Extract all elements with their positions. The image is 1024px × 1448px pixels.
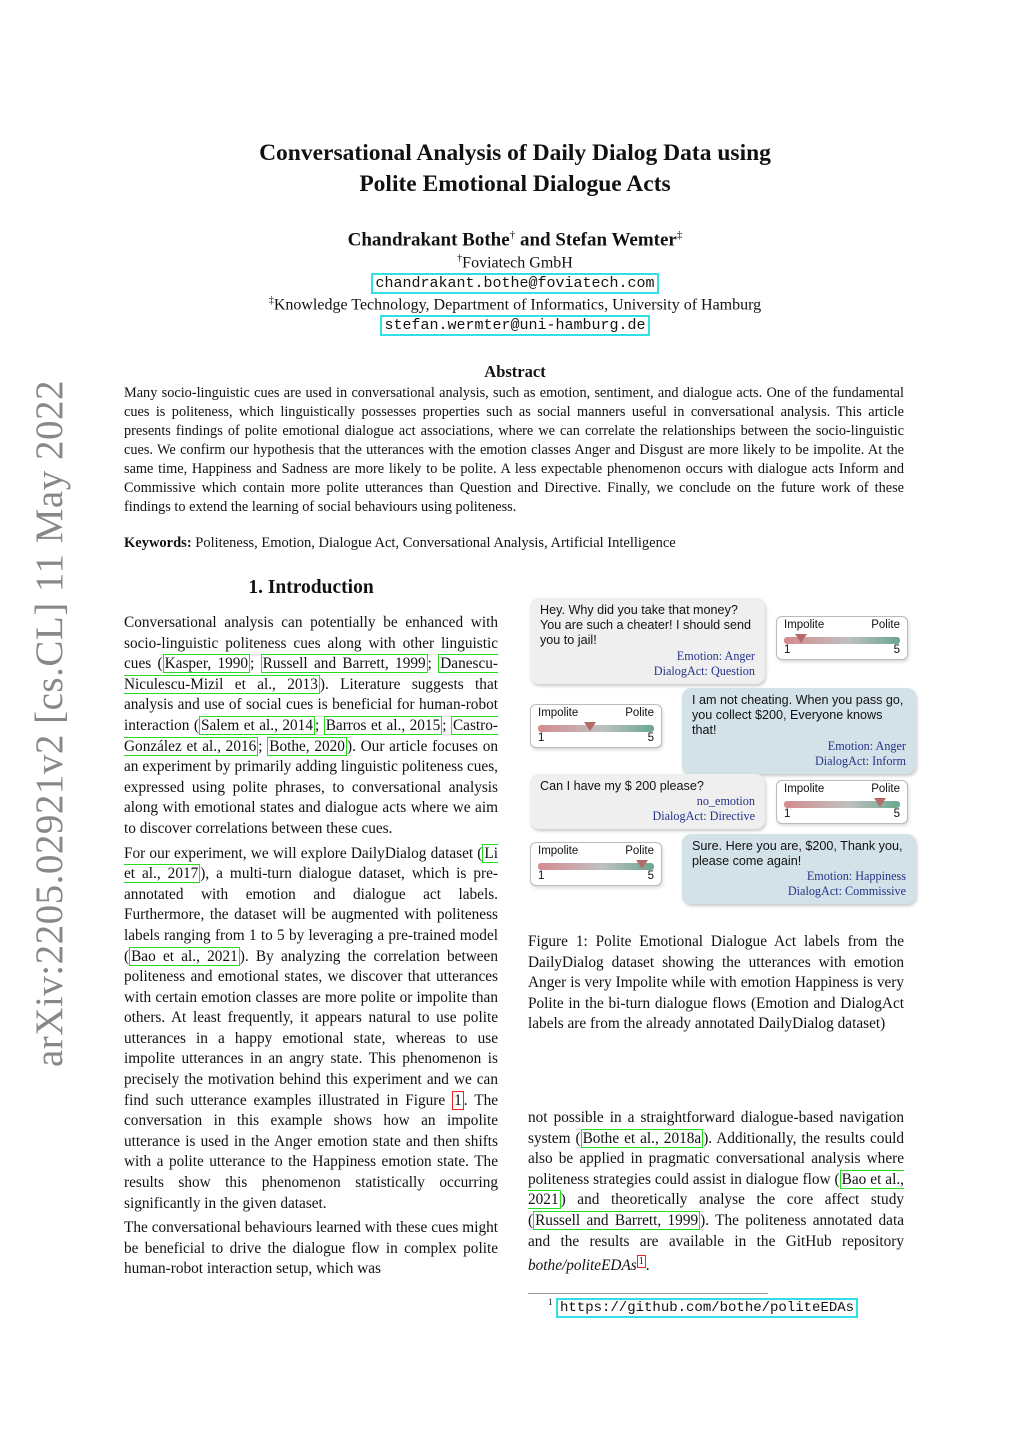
utterance-1-act: DialogAct: Question [653, 663, 755, 678]
citation-castro[interactable]: Castro-González et al., 2016 [124, 716, 499, 755]
footnote-mark: 1 [548, 1297, 553, 1307]
keywords-list: Politeness, Emotion, Dialogue Act, Conversational Analysis, Artificial Intelligence [195, 535, 676, 551]
impolite-label: Impolite [538, 845, 579, 857]
figure-1 [528, 596, 920, 906]
citation-danescu[interactable]: Danescu-Niculescu-Mizil et al., 2013 [124, 655, 498, 693]
email-2-row [120, 316, 910, 334]
citation-kasper[interactable]: Kasper, 1990 [164, 655, 249, 673]
citation-barros[interactable]: Barros et al., 2015 [325, 716, 441, 734]
utterance-3-act: DialogAct: Directive [652, 809, 755, 824]
politeness-marker [636, 860, 648, 869]
right-column-text [528, 1108, 904, 1281]
footnote-url-link[interactable]: https://github.com/bothe/politeEDAs [556, 1298, 858, 1318]
politeness-scale-4 [530, 842, 662, 886]
scale-max: 5 [893, 808, 900, 820]
polite-label: Polite [871, 619, 900, 631]
repo-name: bothe/politeEDAs [528, 1257, 637, 1275]
polite-label: Polite [625, 845, 654, 857]
email-1-row [120, 274, 910, 292]
utterance-4-act: DialogAct: Commissive [787, 884, 906, 899]
intro-paragraph-2: For our experiment, we will explore DailyDialog dataset ( Li et al., 2017 ), a multi-turn dialogue dataset, which is pre-annotated with emotion and dialogue act labels. Furthermore, the dataset will be augmented with politeness labels ranging from 1 to 5 by leveraging a pre-trained model ( Bao et al., 2021 ). By analyzing the correlation between politeness and emotional states, we discover that utterances with certain emotion classes are more polite or impolite than others. At least frequently, it appears natural to use polite utterances in a happy emotional state, whereas to use impolite utterances in an angry state. This phenomenon is precisely the motivation behind this experiment and we can find such utterance examples illustrated in Figure 1 . The conversation in this example shows how an impolite utterance is used in the Anger emotion state and then shifts with a polite utterance to the Happiness emotion state. The results show this phenomenon statistically occurring significantly in the given dataset. [124, 844, 499, 1212]
politeness-marker [584, 722, 596, 731]
section-title: 1. Introduction [248, 577, 374, 598]
paper-title [120, 138, 910, 200]
citation-bothe-2018[interactable]: Bothe et al., 2018a [582, 1129, 702, 1147]
author-and: and [519, 229, 551, 251]
citation-bothe-2020[interactable]: Bothe, 2020 [269, 737, 345, 755]
arxiv-stamp: arXiv:2205.02921v2 [cs.CL] 11 May 2022 [28, 380, 71, 1067]
utterance-1-emotion: Emotion: Anger [676, 648, 755, 663]
footnote [548, 1297, 858, 1316]
citation-bao[interactable]: Bao et al., 2021 [131, 947, 238, 965]
scale-min: 1 [784, 808, 791, 820]
utterance-4-emotion: Emotion: Happiness [806, 869, 906, 884]
politeness-marker [795, 634, 807, 643]
keywords-label: Keywords: [124, 535, 192, 551]
utterance-3-emotion: no_emotion [696, 794, 755, 809]
abstract-heading: Abstract [484, 362, 546, 381]
scale-min: 1 [538, 732, 545, 744]
impolite-label: Impolite [784, 619, 825, 631]
scale-max: 5 [647, 732, 654, 744]
utterance-2-emotion: Emotion: Anger [827, 738, 906, 753]
author-1: Chandrakant Bothe [347, 229, 510, 251]
utterance-3-text: Can I have my $ 200 please? [540, 779, 704, 793]
polite-label: Polite [625, 707, 654, 719]
citation-li[interactable]: Li et al., 2017 [124, 844, 498, 883]
left-column [124, 613, 498, 1284]
figure-ref-link[interactable]: 1 [454, 1091, 462, 1109]
impolite-label: Impolite [538, 707, 579, 719]
politeness-scale-2 [530, 704, 662, 748]
figure-1-caption: Figure 1: Polite Emotional Dialogue Act labels from the DailyDialog dataset showing the utterances with emotion Anger is very Impolite while with emotion Happiness is very Polite in the bi-turn dialogue flows (Emotion and DialogAct labels are from the already annotated DailyDialog dataset) [528, 933, 904, 1033]
footnote-ref-link[interactable]: 1 [638, 1256, 644, 1268]
title-line-1: Conversational Analysis of Daily Dialog Data using [259, 140, 771, 166]
citation-russell[interactable]: Russell and Barrett, 1999 [262, 655, 426, 673]
citation-russell-right[interactable]: Russell and Barrett, 1999 [535, 1211, 699, 1229]
citation-bao-right[interactable]: Bao et al., 2021 [528, 1170, 904, 1209]
politeness-marker [874, 798, 886, 807]
scale-max: 5 [893, 644, 900, 656]
polite-label: Polite [871, 783, 900, 795]
email-2-link[interactable]: stefan.wermter@uni-hamburg.de [380, 315, 649, 336]
utterance-1-bubble [530, 598, 765, 684]
right-paragraph: not possible in a straightforward dialogue-based navigation system ( Bothe et al., 2018a ). Additionally, the results could also be applied in pragmatic conversational analysis where politeness strategies could assist in dialogue flow ( Bao et al., 2021 ) and theoretically analyse the core affect study ( Russell and Barrett, 1999 ). The politeness annotated data and the results are available in the GitHub repository bothe/politeEDAs $^1$ . [528, 1109, 904, 1275]
footnote-rule [528, 1293, 768, 1294]
citation-salem[interactable]: Salem et al., 2014 [200, 716, 313, 734]
intro-paragraph-1: Conversational analysis can potentially be enhanced with socio-linguistic politeness cues along with other linguistic cues ( Kasper, 1990 ; Russell and Barrett, 1999 ; Danescu-Niculescu-Mizil et al., 2013 ). Literature suggests that analysis and use of social cues is beneficial for human-robot interaction ( Salem et al., 2014 ; Barros et al., 2015 ; Castro-González et al., 2016 ; Bothe, 2020 ). Our article focuses on an experiment by primarily adding linguistic politeness cues, expressed using polite phrases, to conversational analysis along with emotional states and dialogue acts where we aim to discover correlations between these cues. [124, 614, 499, 837]
intro-paragraph-3: The conversational behaviours learned with these cues might be beneficial to drive the dialogue flow in complex polite human-robot interaction setup, which was [124, 1219, 498, 1278]
impolite-label: Impolite [784, 783, 825, 795]
affiliation-1: †Foviatech GmbH [457, 253, 573, 272]
scale-max: 5 [647, 870, 654, 882]
title-line-2: Polite Emotional Dialogue Acts [359, 171, 671, 197]
politeness-scale-3 [776, 780, 908, 824]
author-2: Stefan Wemter [555, 229, 677, 251]
abstract-body: Many socio-linguistic cues are used in conversational analysis, such as emotion, sentiment, and dialogue acts. One of the fundamental cues is politeness, which linguistically possesses properties such as social manners useful in conversational analysis. This article presents findings of polite emotional dialogue act associations, where we can correlate the relationships between the socio-linguistic cues. We confirm our hypothesis that the utterances with the emotion classes Anger and Disgust are more likely to be impolite. At the same time, Happiness and Sadness are more likely to be polite. A less expectable phenomenon occurs with dialogue acts Inform and Commissive which contain more polite utterances than Question and Directive. Finally, we conclude on the future work of these findings to extend the learning of social behaviours using politeness. [124, 385, 904, 515]
keywords [124, 535, 904, 552]
email-1-link[interactable]: chandrakant.bothe@foviatech.com [371, 273, 658, 294]
utterance-3-bubble [530, 774, 765, 829]
politeness-scale-1 [776, 616, 908, 660]
utterance-4-text: Sure. Here you are, $200, Thank you, please come again! [692, 839, 903, 869]
utterance-2-act: DialogAct: Inform [814, 753, 906, 768]
affiliation-2: ‡Knowledge Technology, Department of Informatics, University of Hamburg [268, 295, 762, 314]
authors: Chandrakant Bothe† and Stefan Wemter‡ [347, 229, 683, 251]
scale-min: 1 [784, 644, 791, 656]
utterance-4-bubble [682, 834, 916, 904]
scale-min: 1 [538, 870, 545, 882]
utterance-1-text: Hey. Why did you take that money? You are such a cheater! I should send you to jail! [540, 603, 751, 648]
utterance-2-text: I am not cheating. When you pass go, you collect $200, Everyone knows that! [692, 693, 904, 738]
utterance-2-bubble [682, 688, 916, 774]
